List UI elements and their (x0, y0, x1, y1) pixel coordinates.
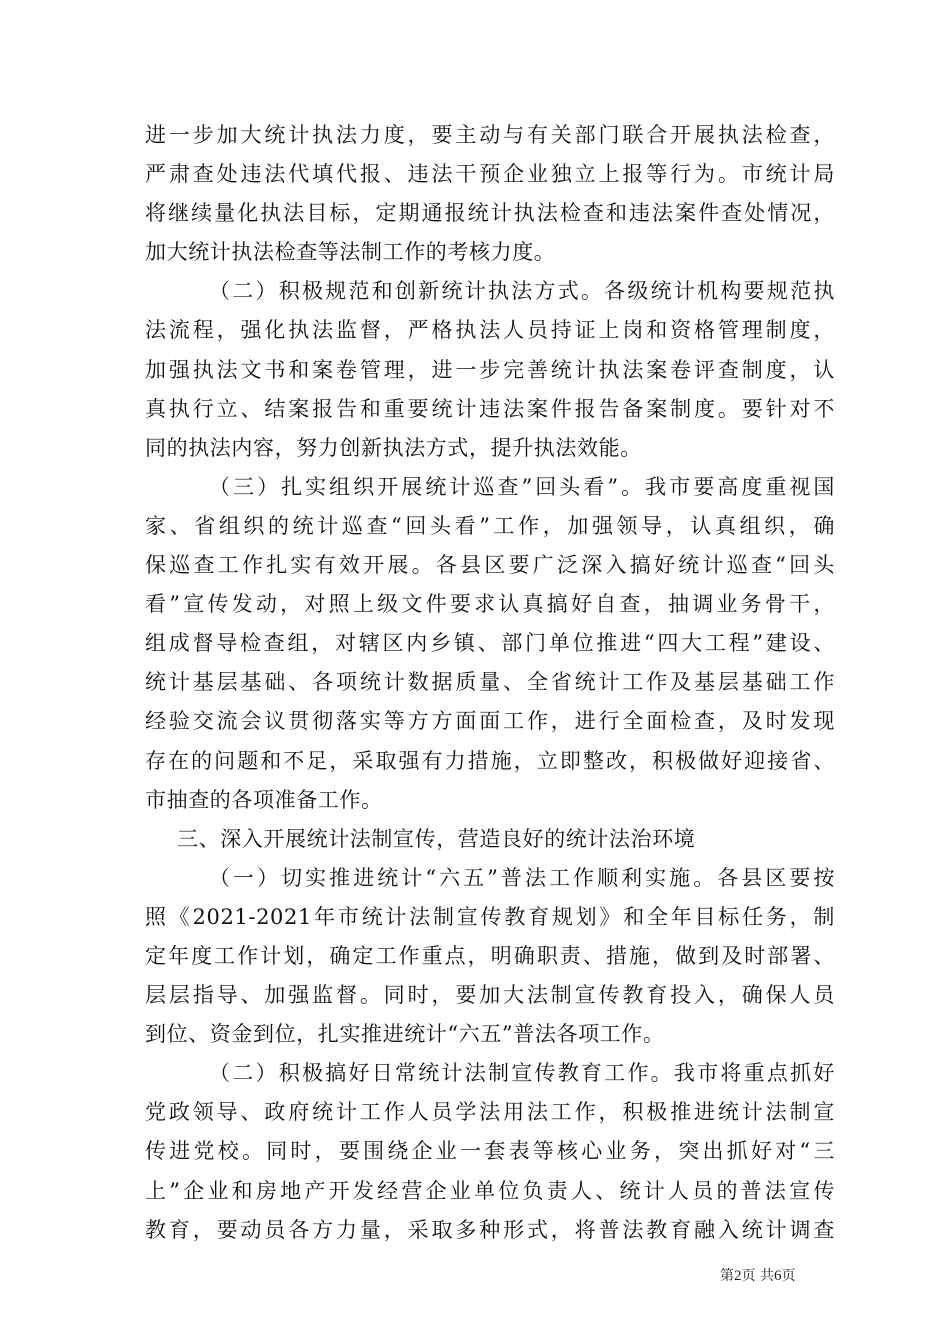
text-line: 法流程，强化执法监督，严格执法人员持证上岗和资格管理制度， (145, 318, 835, 343)
text-line: 层层指导、加强监督。同时，要加大法制宣传教育投入，确保人员 (145, 983, 835, 1008)
page-footer-prefix: 第 (720, 1268, 734, 1284)
page-footer-suffix: 页 (781, 1268, 796, 1284)
body-text (145, 116, 835, 1250)
paragraph-start-line: （三）扎实组织开展统计巡查”回头看”。我市要高度重视国 (209, 474, 835, 499)
total-page-count: 6 (773, 1268, 782, 1284)
text-line: 真执行立、结案报告和重要统计违法案件报告备案制度。要针对不 (145, 396, 835, 421)
current-page-number: 2 (734, 1268, 742, 1284)
text-line: 党政领导、政府统计工作人员学法用法工作，积极推进统计法制宣 (145, 1100, 835, 1125)
text-line: 严肃查处违法代填代报、违法干预企业独立上报等行为。市统计局 (145, 162, 835, 187)
text-line: 上”企业和房地产开发经营企业单位负责人、统计人员的普法宣传 (145, 1178, 835, 1203)
paragraph-start-line: （一）切实推进统计“六五”普法工作顺利实施。各县区要按 (209, 865, 835, 890)
text-line: 加大统计执法检查等法制工作的考核力度。 (145, 240, 556, 265)
text-line: 市抽查的各项准备工作。 (145, 787, 383, 812)
text-line: 家、省组织的统计巡查“回头看”工作，加强领导，认真组织，确 (145, 513, 835, 538)
text-line: 将继续量化执法目标，定期通报统计执法检查和违法案件查处情况， (145, 201, 835, 226)
paragraph-start-line: （二）积极搞好日常统计法制宣传教育工作。我市将重点抓好 (209, 1061, 835, 1086)
text-line: 保巡查工作扎实有效开展。各县区要广泛深入搞好统计巡查“回头 (145, 553, 835, 578)
page-footer-middle: 页 共 (741, 1268, 774, 1284)
text-line: 统计基层基础、各项统计数据质量、全省统计工作及基层基础工作 (145, 670, 835, 695)
text-line: 看”宣传发动，对照上级文件要求认真搞好自查，抽调业务骨干， (145, 592, 835, 617)
section-heading: 三、深入开展统计法制宣传，营造良好的统计法治环境 (177, 826, 696, 851)
text-line: 传进党校。同时，要围绕企业一套表等核心业务，突出抓好对“三 (145, 1139, 835, 1164)
text-line: 教育，要动员各方力量，采取多种形式，将普法教育融入统计调查 (145, 1217, 835, 1242)
text-line: 存在的问题和不足，采取强有力措施，立即整改，积极做好迎接省、 (145, 748, 835, 773)
text-line: 到位、资金到位，扎实推进统计“六五”普法各项工作。 (145, 1022, 665, 1047)
text-line: 同的执法内容，努力创新执法方式，提升执法效能。 (145, 435, 642, 460)
text-line: 进一步加大统计执法力度，要主动与有关部门联合开展执法检查， (145, 123, 835, 147)
text-line: 组成督导检查组，对辖区内乡镇、部门单位推进“四大工程”建设、 (145, 631, 835, 656)
page-footer (720, 1267, 795, 1285)
paragraph-start-line: （二）积极规范和创新统计执法方式。各级统计机构要规范执 (209, 279, 835, 304)
text-line: 加强执法文书和案卷管理，进一步完善统计执法案卷评查制度，认 (145, 357, 835, 382)
text-line: 照《2021-2021年市统计法制宣传教育规划》和全年目标任务，制 (145, 904, 835, 929)
text-line: 定年度工作计划，确定工作重点，明确职责、措施，做到及时部署、 (145, 943, 835, 968)
text-line: 经验交流会议贯彻落实等方方面面工作，进行全面检查，及时发现 (145, 709, 835, 734)
